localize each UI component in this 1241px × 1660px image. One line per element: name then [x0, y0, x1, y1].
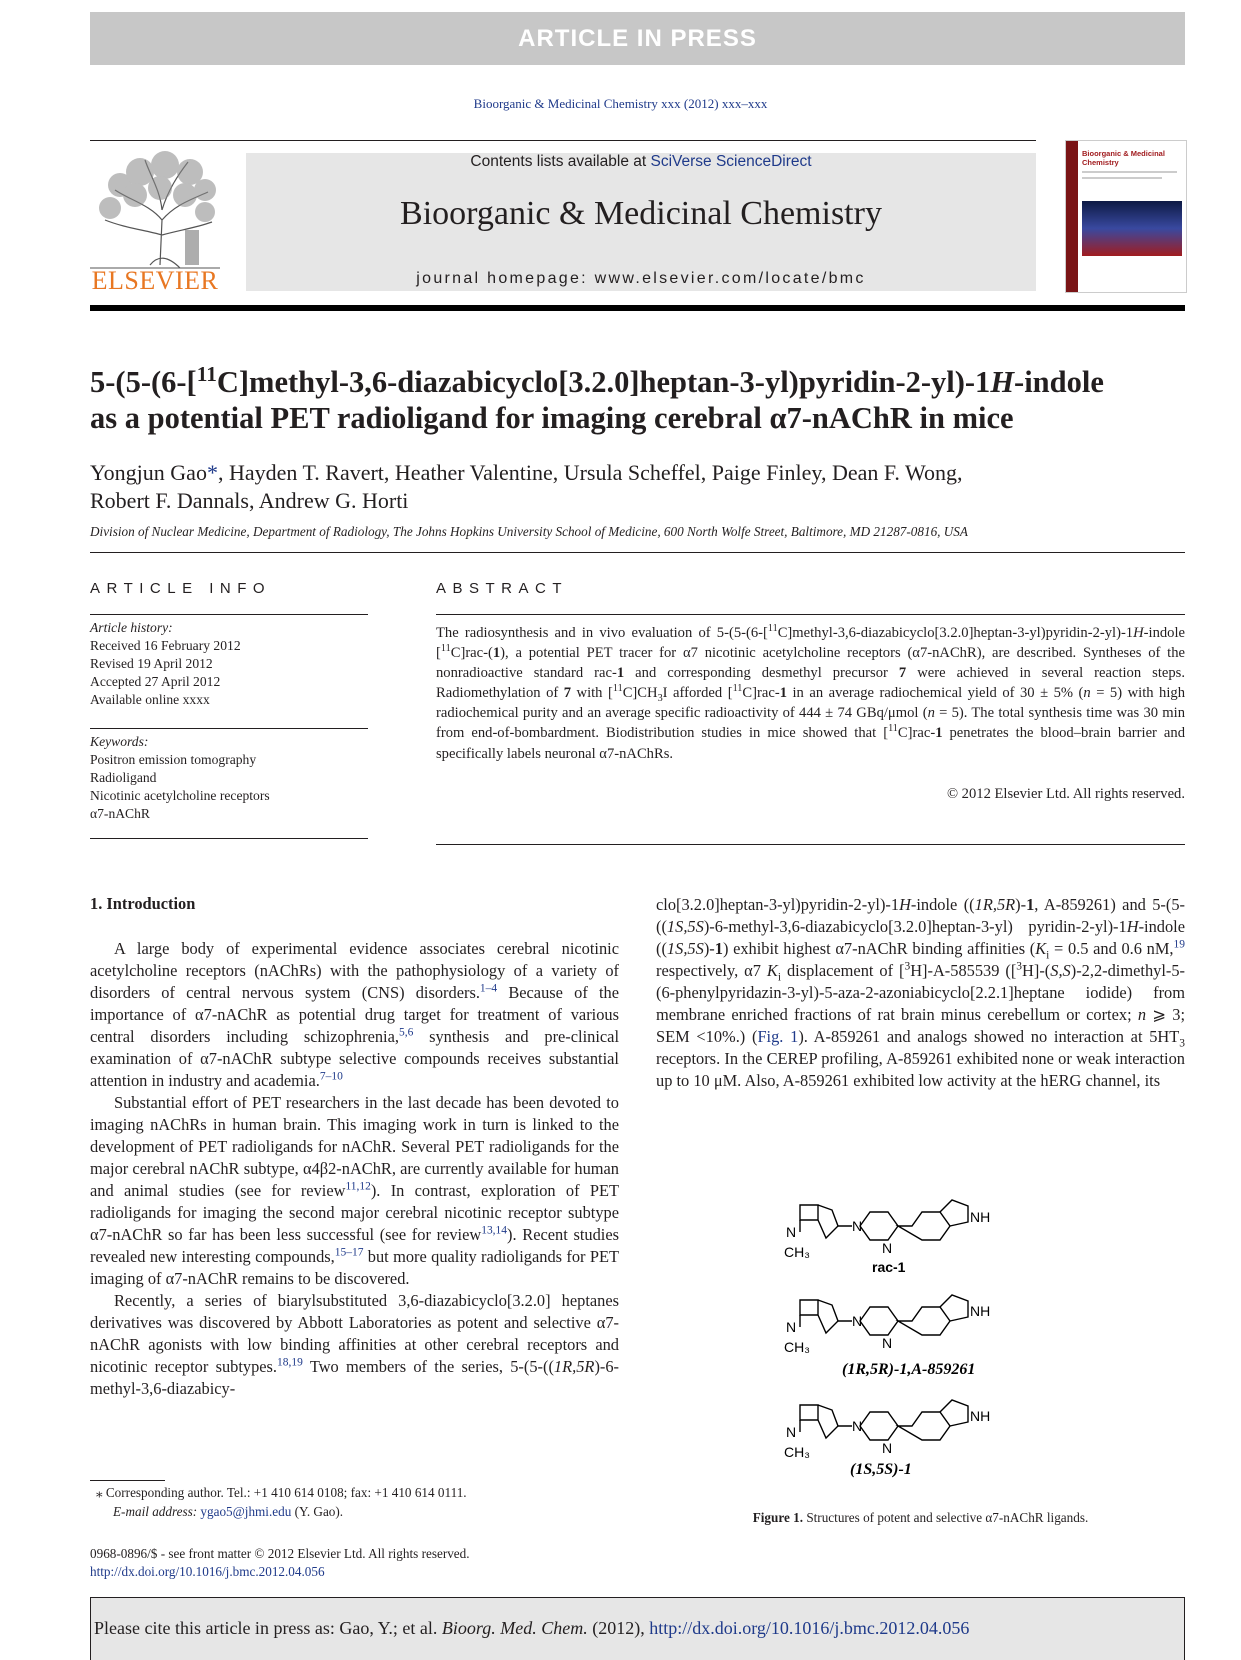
chem-atom: NH	[970, 1209, 991, 1225]
intro-left-column	[90, 938, 619, 1400]
journal-homepage[interactable]: journal homepage: www.elsevier.com/locate/bmc	[416, 270, 866, 287]
abstract-copyright: © 2012 Elsevier Ltd. All rights reserved.	[946, 786, 1185, 802]
title-part: 5-(5-(6-[	[90, 365, 197, 399]
chem-atom: N	[786, 1224, 797, 1240]
title-line-2: as a potential PET radioligand for imaging cerebral α7-nAChR in mice	[90, 401, 1014, 435]
affiliation: Division of Nuclear Medicine, Department of Radiology, The Johns Hopkins University School of Medicine, 600 North Wolfe Street, Baltimore, MD 21287-0816, USA	[90, 524, 968, 539]
intro-right-column: clo[3.2.0]heptan-3-yl)pyridin-2-yl)-1H-indole ((1R,5R)-1, A-859261) and 5-(5-((1S,5S)-6-methyl-3,6-diazabicyclo[3.2.0]heptan-3-yl) pyridin-2-yl)-1H-indole ((1S,5S)-1) exhibit highest α7-nAChR binding affinities ($K_i = 0.5$ and 0.6 nM,$^{19}$ respectively, α7 $K_i$ displacement of [$^3$H]-A-585539 ([$^3$H]-(S,S)-2,2-dimethyl-5-(6-phenylpyridazin-3-yl)-5-aza-2-azoniabicyclo[2.2.1]heptane iodide) from membrane enriched fractions of rat brain minus cerebellum or cortex; n ⩾ 3; SEM <10%.) (Fig. 1). A-859261 and analogs showed no interaction at $5HT_3$ receptors. In the CEREP profiling, A-859261 exhibited none or weak interaction up to 10 μM. Also, A-859261 exhibited low activity at the hERG channel, its	[656, 895, 1186, 1090]
cite-journal: Bioorg. Med. Chem.	[441, 1618, 588, 1638]
keyword-item: α7-nAChR	[90, 806, 150, 821]
info-rule	[90, 614, 368, 615]
author-line-2: Robert F. Dannals, Andrew G. Horti	[90, 488, 409, 513]
chem-atom: N	[852, 1218, 863, 1234]
footnote-rule	[90, 1480, 165, 1481]
chem-atom: N	[882, 1240, 893, 1256]
header-thick-rule	[90, 305, 1185, 311]
elsevier-wordmark: ELSEVIER	[91, 266, 219, 295]
cite-prefix: Please cite this article in press as: Gao, Y.; et al.	[94, 1618, 442, 1638]
info-rule	[90, 728, 368, 729]
keyword-item: Nicotinic acetylcholine receptors	[90, 788, 270, 803]
chem-atom: N	[786, 1319, 797, 1335]
history-item: Accepted 27 April 2012	[90, 674, 221, 689]
chem-atom: N	[852, 1313, 863, 1329]
chem-atom: N	[786, 1424, 797, 1440]
history-label: Article history:	[90, 620, 173, 635]
keywords	[90, 733, 370, 823]
abstract-bottom-rule	[436, 844, 1185, 845]
journal-reference-link[interactable]: Bioorganic & Medicinal Chemistry xxx (2012) xxx–xxx	[473, 96, 768, 111]
cover-artwork	[1082, 201, 1182, 256]
chem-atom: N	[852, 1418, 863, 1434]
author-first: Yongjun Gao	[90, 460, 207, 485]
figure-caption-text: Structures of potent and selective α7-nAChR ligands.	[806, 1510, 1089, 1525]
cite-doi-link[interactable]: http://dx.doi.org/10.1016/j.bmc.2012.04.056	[649, 1618, 970, 1638]
cite-line	[94, 1618, 969, 1639]
email-footnote	[113, 1503, 633, 1521]
article-title	[90, 361, 1200, 436]
cover-text-line	[1082, 177, 1162, 179]
title-italic: H	[990, 365, 1015, 399]
title-sup: 11	[196, 361, 217, 386]
affiliation-rule	[90, 552, 1185, 553]
cover-spine	[1066, 141, 1078, 292]
header-top-rule	[90, 140, 1036, 141]
history-item: Received 16 February 2012	[90, 638, 241, 653]
email-label: E-mail address:	[113, 1504, 201, 1519]
abstract-text: The radiosynthesis and in vivo evaluation of 5-(5-(6-[$^{11}$C]methyl-3,6-diazabicyclo[3.2.0]heptan-3-yl)pyridin-2-yl)-1H-indole [$^{11}$C]rac-(1), a potential PET tracer for α7 nicotinic acetylcholine receptors (α7-nAChR), are described. Syntheses of the nonradioactive standard rac-1 and corresponding desmethyl precursor 7 were achieved in several reaction steps. Radiomethylation of 7 with $[^{11}C]CH_3I$ afforded [$^{11}$C]rac-1 in an average radiochemical yield of 30 ± 5% (n = 5) with high radiochemical purity and an average specific radioactivity of 444 ± 74 GBq/μmol (n = 5). The total synthesis time was 30 min from end-of-bombardment. Biodistribution studies in mice showed that [$^{11}$C]rac-1 penetrates the blood–brain barrier and specifically labels neuronal α7-nAChRs.	[436, 623, 1185, 762]
paragraph: A large body of experimental evidence associates cerebral nicotinic acetylcholine receptors (nAChRs) with the pathophysiology of a variety of disorders of central nervous system (CNS) disorders.$^{1-4}$ Because of the importance of α7-nAChR as potential drug target for treatment of various central disorders including schizophrenia,$^{5,6}$ synthesis and pre-clinical examination of α7-nAChR subtype selective compounds receives substantial attention in industry and academia.$^{7-10}$	[90, 939, 619, 1090]
title-part: -indole	[1014, 365, 1104, 399]
chem-atom: NH	[970, 1303, 991, 1319]
cover-text-line	[1082, 171, 1177, 173]
abstract-rule	[436, 614, 1185, 615]
issn-line: 0968-0896/$ - see front matter © 2012 Elsevier Ltd. All rights reserved.	[90, 1546, 470, 1561]
article-history	[90, 619, 370, 709]
keywords-label: Keywords:	[90, 734, 149, 749]
paragraph: Substantial effort of PET researchers in the last decade has been devoted to imaging nAChRs in human brain. This imaging work in turn is linked to the development of PET radioligands for nAChR. Several PET radioligands for the major cerebral nAChR subtype, α4β2-nAChR, are currently available for human and animal studies (see for review$^{11,12}$). In contrast, exploration of PET radioligands for imaging the second major cerebral nicotinic receptor subtype α7-nAChR so far has been less successful (see for review$^{13,14}$). Recent studies revealed new interesting compounds,$^{15-17}$ but more quality radioligands for PET imaging of α7-nAChR remains to be discovered.	[90, 1093, 619, 1288]
info-rule	[90, 838, 368, 839]
contents-prefix: Contents lists available at	[470, 153, 651, 170]
paragraph: Recently, a series of biarylsubstituted 3,6-diazabicyclo[3.2.0] heptanes derivatives was discovered by Abbott Laboratories as potent and selective α7-nAChR agonists with low binding affinities at other cerebral receptors and nicotinic receptor subtypes.$^{18,19}$ Two members of the series, 5-(5-((1R,5R)-6-methyl-3,6-diazabicy-	[90, 1291, 620, 1398]
section-heading: 1. Introduction	[90, 894, 196, 913]
figure-label: (1R,5R)-1,A-859261	[842, 1361, 976, 1378]
journal-cover-image	[1065, 140, 1187, 293]
article-info-heading: ARTICLE INFO	[90, 580, 272, 597]
keyword-item: Radioligand	[90, 770, 157, 785]
author-rest: , Hayden T. Ravert, Heather Valentine, Ursula Scheffel, Paige Finley, Dean F. Wong,	[217, 460, 963, 485]
structure-rac-1	[800, 1200, 968, 1240]
figure-1-structures	[780, 1180, 1040, 1490]
chem-atom: N	[882, 1440, 893, 1456]
corresponding-star-link[interactable]: *	[206, 460, 218, 485]
chem-atom: CH₃	[784, 1444, 810, 1460]
keyword-item: Positron emission tomography	[90, 752, 257, 767]
title-part: C]methyl-3,6-diazabicyclo[3.2.0]heptan-3-yl)pyridin-2-yl)-1	[216, 365, 991, 399]
figure-caption	[656, 1510, 1185, 1526]
email-suffix: (Y. Gao).	[291, 1504, 344, 1519]
figure-label: (1S,5S)-1	[850, 1461, 912, 1478]
sciverse-link[interactable]: SciVerse ScienceDirect	[650, 153, 812, 170]
cite-year: (2012),	[587, 1618, 650, 1638]
cover-title: Bioorganic & Medicinal Chemistry	[1082, 149, 1165, 167]
email-link[interactable]: ygao5@jhmi.edu	[200, 1504, 292, 1519]
abstract-heading: ABSTRACT	[436, 580, 569, 597]
figure-label: rac-1	[872, 1259, 906, 1275]
article-in-press-banner: ARTICLE IN PRESS	[90, 12, 1185, 65]
chem-atom: CH₃	[784, 1339, 810, 1355]
doi-link[interactable]: http://dx.doi.org/10.1016/j.bmc.2012.04.056	[90, 1564, 325, 1579]
contents-line	[246, 153, 1036, 171]
corresponding-footnote: ⁎ Corresponding author. Tel.: +1 410 614 0108; fax: +1 410 614 0111.	[96, 1485, 467, 1500]
chem-atom: N	[882, 1335, 893, 1351]
history-item: Revised 19 April 2012	[90, 656, 213, 671]
figure-caption-label: Figure 1.	[752, 1510, 804, 1525]
journal-name: Bioorganic & Medicinal Chemistry	[400, 195, 882, 232]
author-list	[90, 459, 1190, 515]
history-item: Available online xxxx	[90, 692, 210, 707]
chem-atom: NH	[970, 1408, 991, 1424]
chem-atom: CH₃	[784, 1244, 810, 1260]
